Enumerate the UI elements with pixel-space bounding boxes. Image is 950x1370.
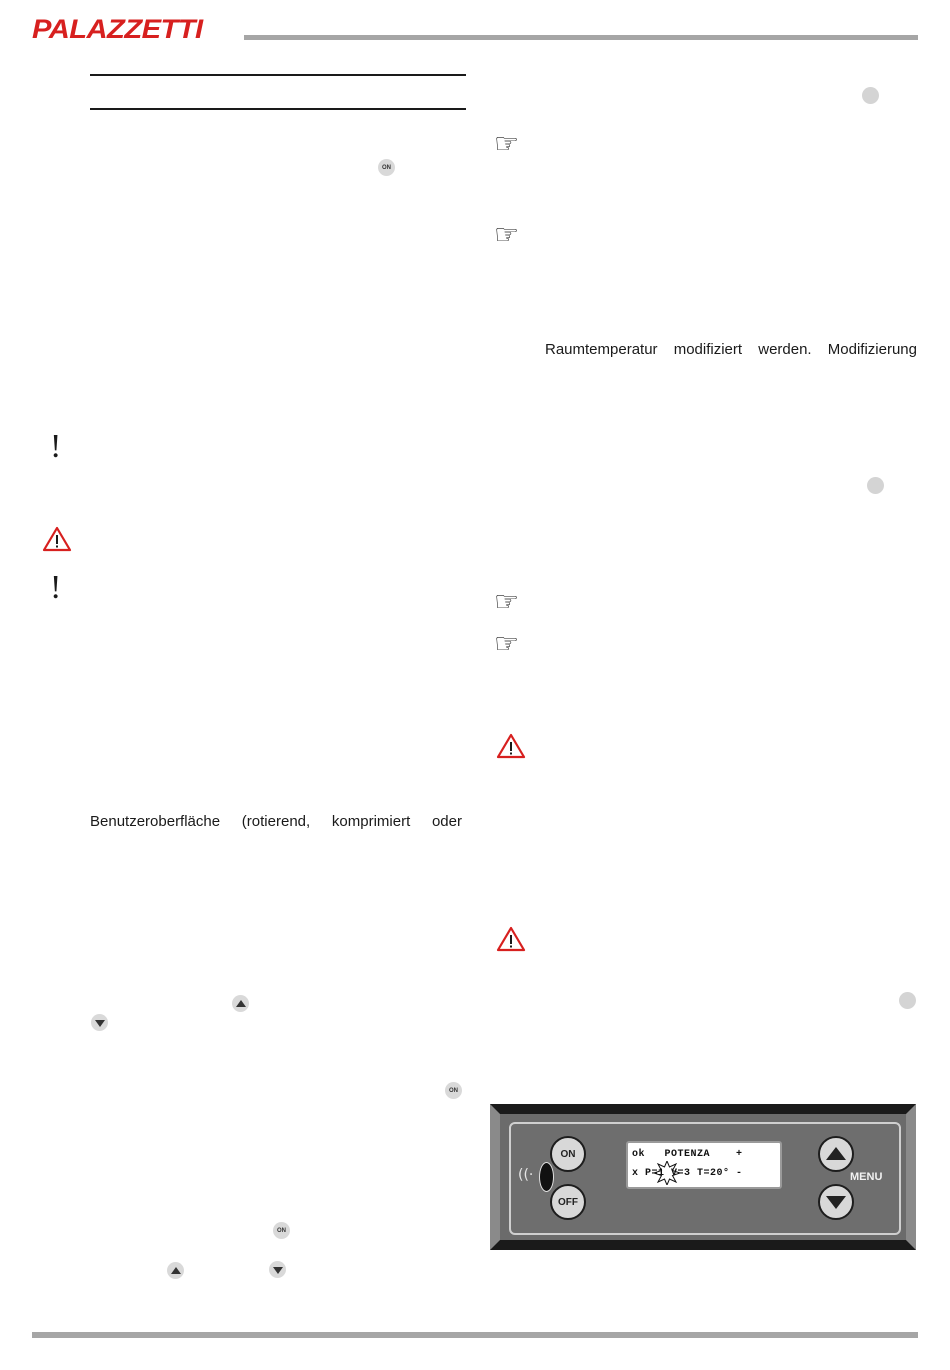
blink-star-icon [654,1161,680,1185]
body-text-line: Benutzeroberfläche (rotierend, komprimiert oder [90,813,462,830]
on-button[interactable]: ON [550,1136,586,1172]
header-rule [244,35,918,40]
pointing-hand-icon: ☞ [494,585,520,618]
lcd-line-2: x P=1 V=3 T=20° - [632,1168,743,1179]
warning-triangle-icon [496,926,526,952]
body-text-line: Raumtemperatur modifiziert werden. Modifizierung [545,341,917,358]
pointing-hand-icon: ☞ [494,627,520,660]
marker-dot [899,992,916,1009]
footer-rule [32,1332,918,1338]
ir-signal-icon: ((· [518,1167,534,1183]
exclamation-icon: ! [50,428,62,465]
on-button-icon: ON [445,1082,462,1099]
warning-triangle-icon [496,733,526,759]
section-rule-top [90,74,466,76]
menu-label: MENU [850,1171,883,1183]
on-button-icon: ON [273,1222,290,1239]
section-rule-bottom [90,108,466,110]
arrow-down-icon [91,1014,108,1031]
arrow-up-icon [232,995,249,1012]
warning-triangle-icon [42,526,72,552]
pointing-hand-icon: ☞ [494,127,520,160]
pointing-hand-icon: ☞ [494,218,520,251]
on-button-icon: ON [378,159,395,176]
down-button[interactable] [818,1184,854,1220]
brand-logo: PALAZZETTI [32,14,203,44]
lcd-line-1: ok POTENZA + [632,1149,743,1160]
off-button[interactable]: OFF [550,1184,586,1220]
exclamation-icon: ! [50,569,62,606]
marker-dot [867,477,884,494]
ir-receiver [539,1162,554,1192]
marker-dot [862,87,879,104]
lcd-display [626,1141,782,1189]
arrow-down-icon [269,1261,286,1278]
arrow-up-icon [167,1262,184,1279]
up-button[interactable] [818,1136,854,1172]
